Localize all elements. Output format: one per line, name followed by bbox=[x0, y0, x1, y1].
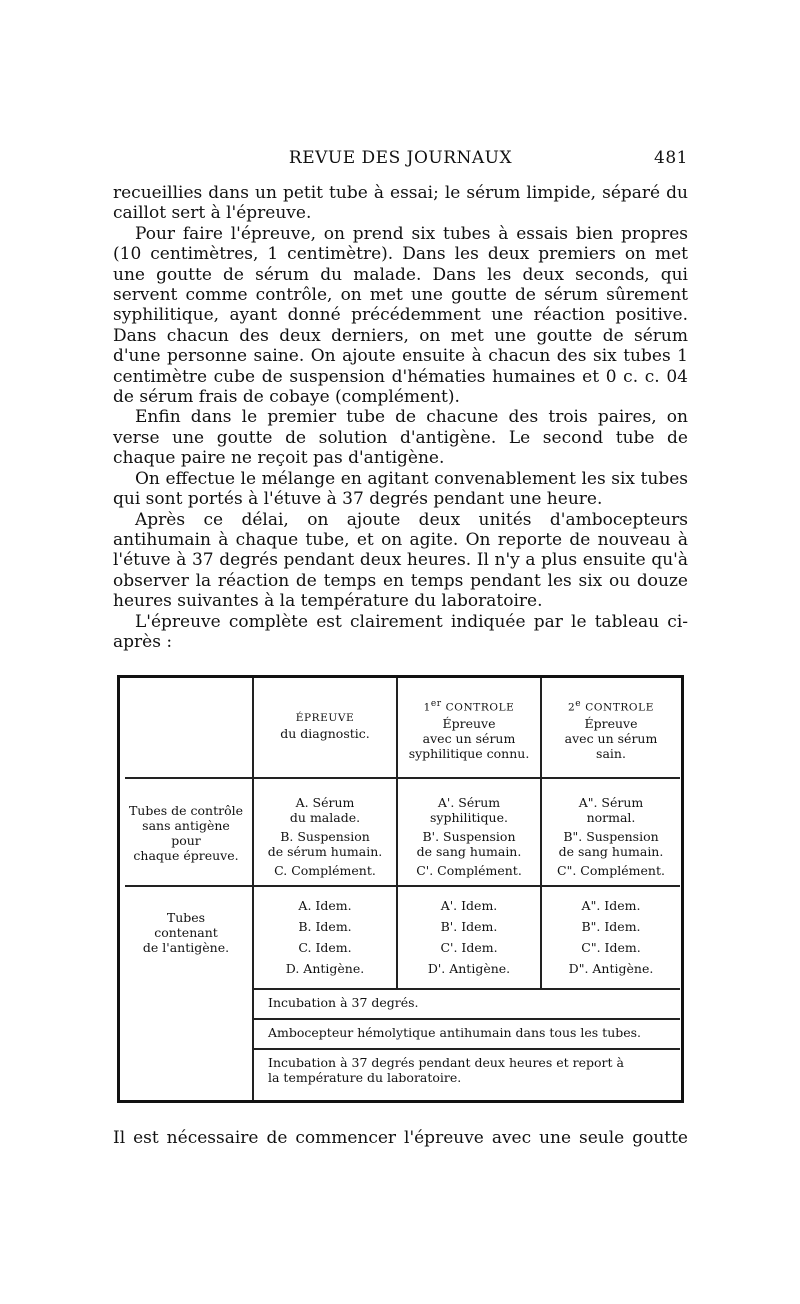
note-incubation: Incubation à 37 degrés. bbox=[268, 995, 419, 1010]
paragraph: L'épreuve complète est clairement indiquée par le tableau ci-après : bbox=[113, 611, 688, 652]
header-line: avec un sérum bbox=[564, 730, 658, 746]
continuation-line: Il est nécessaire de commencer l'épreuve avec une seule goutte bbox=[113, 1128, 688, 1148]
header-line: avec un sérum bbox=[422, 730, 516, 746]
table-rule bbox=[252, 1048, 680, 1050]
header-title: ÉPREUVE bbox=[295, 712, 355, 724]
table-rule bbox=[252, 988, 254, 1100]
paragraph: Enfin dans le premier tube de chacune des trois paires, on verse une goutte de solution d'antigène. Le second tube de chaque paire ne reçoit pas d'antigène. bbox=[113, 407, 688, 469]
cell-control1-antigen: A'. Idem. B'. Idem. C'. Idem. D'. Antigène. bbox=[427, 898, 511, 976]
table-rule bbox=[125, 777, 680, 779]
row-label-control-tubes: Tubes de contrôle sans antigène pour chaque épreuve. bbox=[128, 803, 244, 863]
note-final-incubation: Incubation à 37 degrés pendant deux heures et report à la température du laboratoire. bbox=[268, 1055, 624, 1085]
table-rule bbox=[252, 988, 680, 990]
header-cell-control-1 bbox=[398, 697, 540, 761]
cell-control2-antigen: A". Idem. B". Idem. C". Idem. D". Antigène. bbox=[568, 898, 654, 976]
paragraph: Pour faire l'épreuve, on prend six tubes à essais bien propres (10 centimètres, 1 centimètre). Dans les deux premiers on met une goutte de sérum du malade. Dans les deux seconds, qui servent comme contrôle, on met une goutte de sérum sûrement syphilitique, ayant donné précédemment une réaction positive. Dans chacun des deux derniers, on met une goutte de sérum d'une personne saine. On ajoute ensuite à chacun des six tubes 1 centimètre cube de suspension d'hématies humaines et 0 c. c. 04 de sérum frais de cobaye (complément). bbox=[113, 223, 688, 408]
body-text bbox=[113, 183, 688, 652]
cell-diagnostic-antigen: A. Idem. B. Idem. C. Idem. D. Antigène. bbox=[285, 898, 365, 976]
running-header bbox=[113, 148, 688, 172]
note-amboceptor: Ambocepteur hémolytique antihumain dans tous les tubes. bbox=[268, 1025, 642, 1040]
page-number: 481 bbox=[654, 148, 688, 168]
header-line: sain. bbox=[596, 745, 626, 761]
header-sub: du diagnostic. bbox=[280, 726, 370, 741]
header-line: syphilitique connu. bbox=[408, 745, 530, 761]
cell-diagnostic-control: A. Sérum du malade. B. Suspension de sérum humain. C. Complément. bbox=[267, 795, 383, 878]
header-title: 1er CONTROLE bbox=[423, 699, 515, 714]
header-cell-diagnostic bbox=[254, 711, 396, 741]
table-rule bbox=[125, 885, 680, 887]
header-title: REVUE DES JOURNAUX bbox=[288, 148, 513, 168]
row-label-antigen-tubes: Tubes contenant de l'antigène. bbox=[142, 910, 230, 955]
cell-control2-control: A". Sérum normal. B". Suspension de sang humain. C". Complément. bbox=[557, 795, 665, 878]
header-line: Épreuve bbox=[442, 715, 496, 731]
header-cell-control-2 bbox=[542, 697, 680, 761]
header-title: 2e CONTROLE bbox=[568, 699, 654, 714]
header-line: Épreuve bbox=[584, 715, 638, 731]
table-rule bbox=[252, 1018, 680, 1020]
paragraph: On effectue le mélange en agitant convenablement les six tubes qui sont portés à l'étuve à 37 degrés pendant une heure. bbox=[113, 468, 688, 510]
procedure-table bbox=[117, 675, 684, 1103]
cell-control1-control: A'. Sérum syphilitique. B'. Suspension de sang humain. C'. Complément. bbox=[416, 795, 522, 878]
paragraph: Après ce délai, on ajoute deux unités d'ambocepteurs antihumain à chaque tube, et on agite. On reporte de nouveau à l'étuve à 37 degrés pendant deux heures. Il n'y a plus ensuite qu'à observer la réaction de temps en temps pendant les six ou douze heures suivantes à la température du laboratoire. bbox=[113, 509, 688, 612]
paragraph: recueillies dans un petit tube à essai; le sérum limpide, séparé du caillot sert à l'épreuve. bbox=[113, 183, 688, 224]
